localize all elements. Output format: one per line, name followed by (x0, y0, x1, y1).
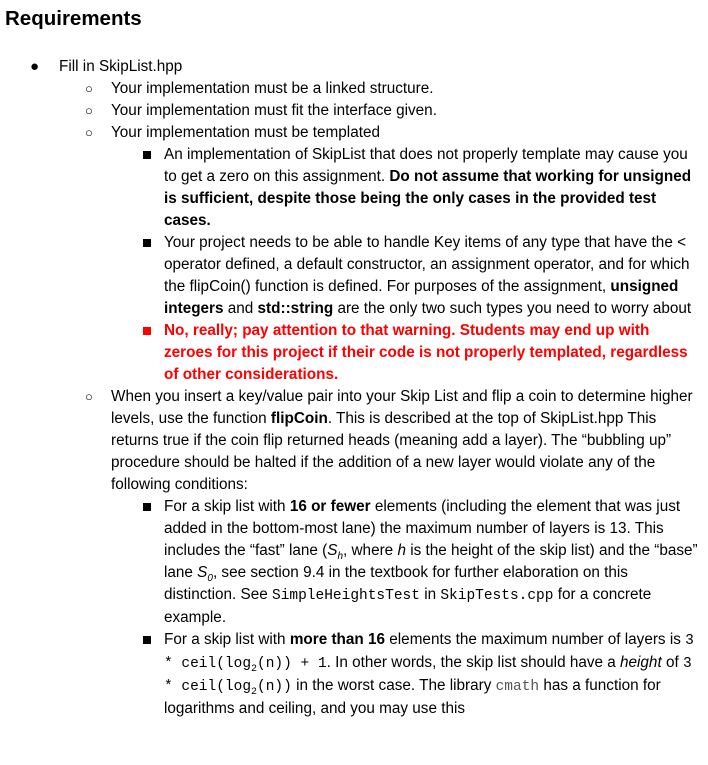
square-bullet-icon (143, 327, 151, 335)
warning-text: No, really; pay attention to that warning. Students may end up with zeroes for this project if their code is not properly templated, regardless of other considerations. (164, 322, 688, 383)
bold-text: unsigned integers (164, 278, 679, 317)
code-text: 3 * ceil(log (164, 656, 692, 695)
math-subscript: h (337, 551, 344, 563)
paragraph-text: for a concrete example. (164, 586, 652, 626)
code-text: cmath (495, 679, 540, 695)
math-symbol: S (197, 564, 208, 581)
code-text: 3 * ceil(log (164, 633, 694, 672)
bold-text: std::string (257, 300, 334, 317)
list-item-condition-16-or-fewer (164, 496, 704, 629)
math-symbol: h (397, 542, 406, 559)
paragraph-text: has a function for logarithms and ceiling, and you may use this (164, 677, 661, 717)
hollow-bullet-icon: ○ (85, 81, 93, 96)
code-text: (n)) + 1 (257, 656, 327, 672)
list-item-red-warning (164, 320, 694, 386)
hollow-bullet-icon: ○ (85, 125, 93, 140)
top-bullet-text: Fill in SkipList.hpp (59, 58, 183, 75)
bullet-icon: ● (30, 58, 40, 75)
square-bullet-icon (143, 239, 151, 247)
paragraph-text: in the worst case. The library (296, 677, 492, 694)
paragraph-text: . In other words, the skip list should have a (326, 654, 616, 671)
paragraph-text: For a skip list with (164, 498, 286, 515)
sub-list (59, 78, 704, 720)
paragraph-text: elements the maximum number of layers is (389, 631, 681, 648)
requirements-list (30, 56, 699, 78)
page-heading: Requirements (5, 7, 142, 30)
code-subscript: 2 (251, 686, 258, 698)
bold-text: flipCoin (270, 410, 328, 427)
sub-item-text: Your implementation must fit the interface given. (111, 102, 437, 119)
code-subscript: 2 (251, 663, 258, 675)
list-item-insert (85, 386, 701, 496)
code-text: (n)) (257, 679, 292, 695)
hollow-bullet-icon: ○ (85, 389, 93, 404)
paragraph-text: , see section 9.4 in the textbook for further elaboration on this distinction. See (164, 564, 628, 603)
bold-text: 16 or fewer (289, 498, 371, 515)
paragraph-text: When you insert a key/value pair into your Skip List and flip a coin to determine higher levels, use the function (111, 388, 693, 427)
code-text: SimpleHeightsTest (272, 588, 420, 604)
code-text: SkipTests.cpp (440, 588, 554, 604)
paragraph-text: For a skip list with (164, 631, 286, 648)
paragraph-text: Your project needs to be able to handle Key items of any type that have the < operator defined, a default constructor, an assignment operator, and for which the flipCoin() function is defined. For purposes of the assignment, (164, 234, 690, 295)
list-item (85, 100, 704, 122)
sub-item-text: Your implementation must be a linked structure. (111, 80, 434, 97)
math-symbol: S (327, 542, 338, 559)
list-item (85, 122, 704, 144)
hollow-bullet-icon: ○ (85, 103, 93, 118)
list-item-key-types (164, 232, 694, 320)
paragraph-text: An implementation of SkipList that does not properly template may cause you to get a zero on this assignment. (164, 146, 688, 185)
paragraph-text: and (227, 300, 254, 317)
paragraph-text: , where (343, 542, 394, 559)
list-item-template-warning (164, 144, 692, 232)
square-bullet-icon (143, 151, 151, 159)
list-item (85, 78, 704, 100)
paragraph-text: are the only two such types you need to worry about (337, 300, 692, 317)
list-item-condition-more-than-16 (164, 629, 704, 720)
italic-text: height (620, 654, 662, 671)
sub-item-text: Your implementation must be templated (111, 124, 380, 141)
paragraph-text: in (424, 586, 437, 603)
paragraph-text: of (665, 654, 679, 671)
bold-text: Do not assume that working for unsigned is sufficient, despite those being the only cases in the provided test cases. (164, 168, 692, 229)
square-bullet-icon (143, 636, 151, 644)
math-subscript: 0 (207, 573, 213, 585)
paragraph-text: elements (including the element that was just added in the bottom-most lane) the maximum number of layers is 13. This includes the “fast” lane ( (164, 498, 681, 559)
square-bullet-icon (143, 503, 151, 511)
list-item-fill-in (30, 56, 699, 78)
paragraph-text: . This is described at the top of SkipList.hpp This returns true if the coin flip returned heads (meaning add a layer). The “bubbling up” procedure should be halted if the addition of a new layer would violate any of the following conditions: (111, 410, 672, 493)
bold-text: more than 16 (289, 631, 386, 648)
paragraph-text: is the height of the skip list) and the “base” lane (164, 542, 698, 581)
